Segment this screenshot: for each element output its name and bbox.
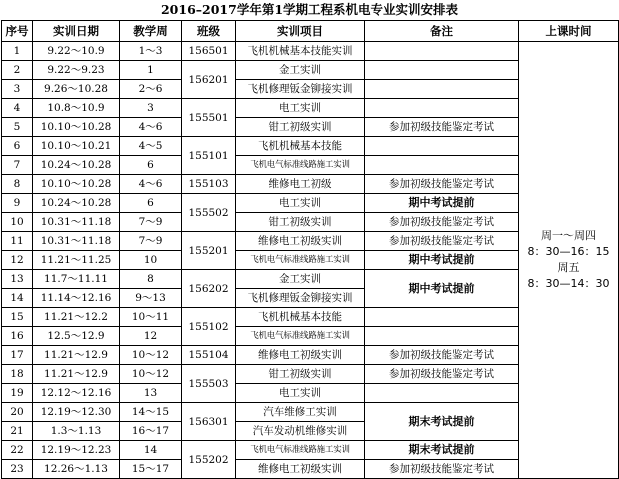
weeks-cell: 16～17 [120, 422, 182, 441]
note-cell [365, 80, 519, 99]
weeks-cell: 4～5 [120, 137, 182, 156]
seq-cell: 14 [2, 289, 33, 308]
class-cell: 156202 [182, 270, 236, 308]
seq-cell: 21 [2, 422, 33, 441]
table-header-row [2, 21, 619, 42]
seq-cell: 4 [2, 99, 33, 118]
weeks-cell: 10～12 [120, 346, 182, 365]
weeks-cell: 13 [120, 384, 182, 403]
project-cell: 钳工初级实训 [236, 118, 365, 137]
seq-cell: 3 [2, 80, 33, 99]
project-cell: 飞机机械基本技能实训 [236, 42, 365, 61]
note-cell: 参加初级技能鉴定考试 [365, 213, 519, 232]
project-cell: 电工实训 [236, 384, 365, 403]
weeks-cell: 14～15 [120, 403, 182, 422]
weeks-cell: 10～11 [120, 308, 182, 327]
seq-cell: 19 [2, 384, 33, 403]
seq-cell: 1 [2, 42, 33, 61]
note-cell: 期末考试提前 [365, 441, 519, 460]
seq-cell: 13 [2, 270, 33, 289]
time-weekday-hours: 8：30—16：15 [527, 245, 610, 258]
project-cell: 金工实训 [236, 61, 365, 80]
class-cell: 155502 [182, 194, 236, 232]
project-cell: 电工实训 [236, 99, 365, 118]
seq-cell: 10 [2, 213, 33, 232]
project-cell: 飞机电气标准线路施工实训 [236, 156, 365, 175]
weeks-cell: 6 [120, 156, 182, 175]
dates-cell: 11.7～11.11 [33, 270, 120, 289]
project-cell: 钳工初级实训 [236, 365, 365, 384]
project-cell: 金工实训 [236, 270, 365, 289]
class-cell: 155201 [182, 232, 236, 270]
dates-cell: 11.21～11.25 [33, 251, 120, 270]
seq-cell: 23 [2, 460, 33, 479]
project-cell: 电工实训 [236, 194, 365, 213]
seq-cell: 15 [2, 308, 33, 327]
weeks-cell: 9～13 [120, 289, 182, 308]
page-title: 2016–2017学年第1学期工程系机电专业实训安排表 [160, 2, 459, 17]
class-time-cell [519, 42, 619, 479]
seq-cell: 22 [2, 441, 33, 460]
note-cell [365, 42, 519, 61]
weeks-cell: 7～9 [120, 232, 182, 251]
time-friday-label: 周五 [557, 261, 580, 274]
header-note: 备注 [365, 21, 519, 42]
seq-cell: 9 [2, 194, 33, 213]
class-cell: 155202 [182, 441, 236, 479]
seq-cell: 11 [2, 232, 33, 251]
project-cell: 飞机电气标准线路施工实训 [236, 327, 365, 346]
note-cell-merged: 期中考试提前 [365, 270, 519, 308]
note-cell [365, 156, 519, 175]
project-cell: 飞机机械基本技能 [236, 308, 365, 327]
seq-cell: 12 [2, 251, 33, 270]
dates-cell: 10.31～11.18 [33, 213, 120, 232]
dates-cell: 12.19～12.23 [33, 441, 120, 460]
class-cell: 156501 [182, 42, 236, 61]
weeks-cell: 15～17 [120, 460, 182, 479]
weeks-cell: 8 [120, 270, 182, 289]
dates-cell: 10.10～10.28 [33, 118, 120, 137]
weeks-cell: 4～6 [120, 118, 182, 137]
project-cell: 飞机修理钣金铆接实训 [236, 80, 365, 99]
seq-cell: 17 [2, 346, 33, 365]
weeks-cell: 2～6 [120, 80, 182, 99]
class-cell: 155102 [182, 308, 236, 346]
dates-cell: 10.10～10.28 [33, 175, 120, 194]
note-cell: 参加初级技能鉴定考试 [365, 346, 519, 365]
project-cell: 维修电工初级实训 [236, 232, 365, 251]
note-cell: 参加初级技能鉴定考试 [365, 232, 519, 251]
weeks-cell: 1～3 [120, 42, 182, 61]
weeks-cell: 3 [120, 99, 182, 118]
project-cell: 钳工初级实训 [236, 213, 365, 232]
note-cell: 参加初级技能鉴定考试 [365, 460, 519, 479]
schedule-table [1, 20, 619, 479]
header-class: 班级 [182, 21, 236, 42]
dates-cell: 9.22～10.9 [33, 42, 120, 61]
header-class-time: 上课时间 [519, 21, 619, 42]
class-cell: 156301 [182, 403, 236, 441]
table-row [2, 42, 619, 61]
header-dates: 实训日期 [33, 21, 120, 42]
seq-cell: 20 [2, 403, 33, 422]
note-cell: 参加初级技能鉴定考试 [365, 175, 519, 194]
seq-cell: 7 [2, 156, 33, 175]
weeks-cell: 14 [120, 441, 182, 460]
weeks-cell: 10～12 [120, 365, 182, 384]
project-cell: 维修电工初级实训 [236, 346, 365, 365]
dates-cell: 10.31～11.18 [33, 232, 120, 251]
note-cell: 期中考试提前 [365, 194, 519, 213]
class-cell: 156201 [182, 61, 236, 99]
dates-cell: 11.21～12.9 [33, 346, 120, 365]
dates-cell: 9.22～9.23 [33, 61, 120, 80]
seq-cell: 6 [2, 137, 33, 156]
weeks-cell: 10 [120, 251, 182, 270]
project-cell: 维修电工初级实训 [236, 460, 365, 479]
dates-cell: 10.8～10.9 [33, 99, 120, 118]
dates-cell: 9.26～10.28 [33, 80, 120, 99]
seq-cell: 16 [2, 327, 33, 346]
note-cell [365, 137, 519, 156]
weeks-cell: 12 [120, 327, 182, 346]
project-cell: 飞机修理钣金铆接实训 [236, 289, 365, 308]
project-cell: 飞机电气标准线路施工实训 [236, 441, 365, 460]
note-cell: 参加初级技能鉴定考试 [365, 365, 519, 384]
dates-cell: 12.5～12.9 [33, 327, 120, 346]
time-weekday-label: 周一～周四 [541, 229, 596, 242]
dates-cell: 11.21～12.9 [33, 365, 120, 384]
class-cell: 155101 [182, 137, 236, 175]
seq-cell: 8 [2, 175, 33, 194]
dates-cell: 12.19～12.30 [33, 403, 120, 422]
note-cell [365, 308, 519, 327]
dates-cell: 10.24～10.28 [33, 194, 120, 213]
seq-cell: 18 [2, 365, 33, 384]
project-cell: 汽车发动机维修实训 [236, 422, 365, 441]
class-cell: 155104 [182, 346, 236, 365]
note-cell-merged: 期末考试提前 [365, 403, 519, 441]
dates-cell: 11.21～12.2 [33, 308, 120, 327]
note-cell [365, 61, 519, 80]
header-seq: 序号 [2, 21, 33, 42]
seq-cell: 2 [2, 61, 33, 80]
project-cell: 汽车维修工实训 [236, 403, 365, 422]
weeks-cell: 1 [120, 61, 182, 80]
note-cell: 期中考试提前 [365, 251, 519, 270]
time-friday-hours: 8：30—14：30 [527, 277, 610, 290]
dates-cell: 12.26～1.13 [33, 460, 120, 479]
header-weeks: 教学周 [120, 21, 182, 42]
dates-cell: 12.12～12.16 [33, 384, 120, 403]
project-cell: 维修电工初级 [236, 175, 365, 194]
dates-cell: 10.24～10.28 [33, 156, 120, 175]
seq-cell: 5 [2, 118, 33, 137]
note-cell [365, 384, 519, 403]
class-cell: 155501 [182, 99, 236, 137]
project-cell: 飞机电气标准线路施工实训 [236, 251, 365, 270]
note-cell [365, 327, 519, 346]
note-cell: 参加初级技能鉴定考试 [365, 118, 519, 137]
weeks-cell: 7～9 [120, 213, 182, 232]
weeks-cell: 4～6 [120, 175, 182, 194]
class-cell: 155503 [182, 365, 236, 403]
class-cell: 155103 [182, 175, 236, 194]
note-cell [365, 99, 519, 118]
project-cell: 飞机机械基本技能 [236, 137, 365, 156]
dates-cell: 10.10～10.21 [33, 137, 120, 156]
dates-cell: 11.14～12.16 [33, 289, 120, 308]
dates-cell: 1.3～1.13 [33, 422, 120, 441]
header-project: 实训项目 [236, 21, 365, 42]
weeks-cell: 6 [120, 194, 182, 213]
